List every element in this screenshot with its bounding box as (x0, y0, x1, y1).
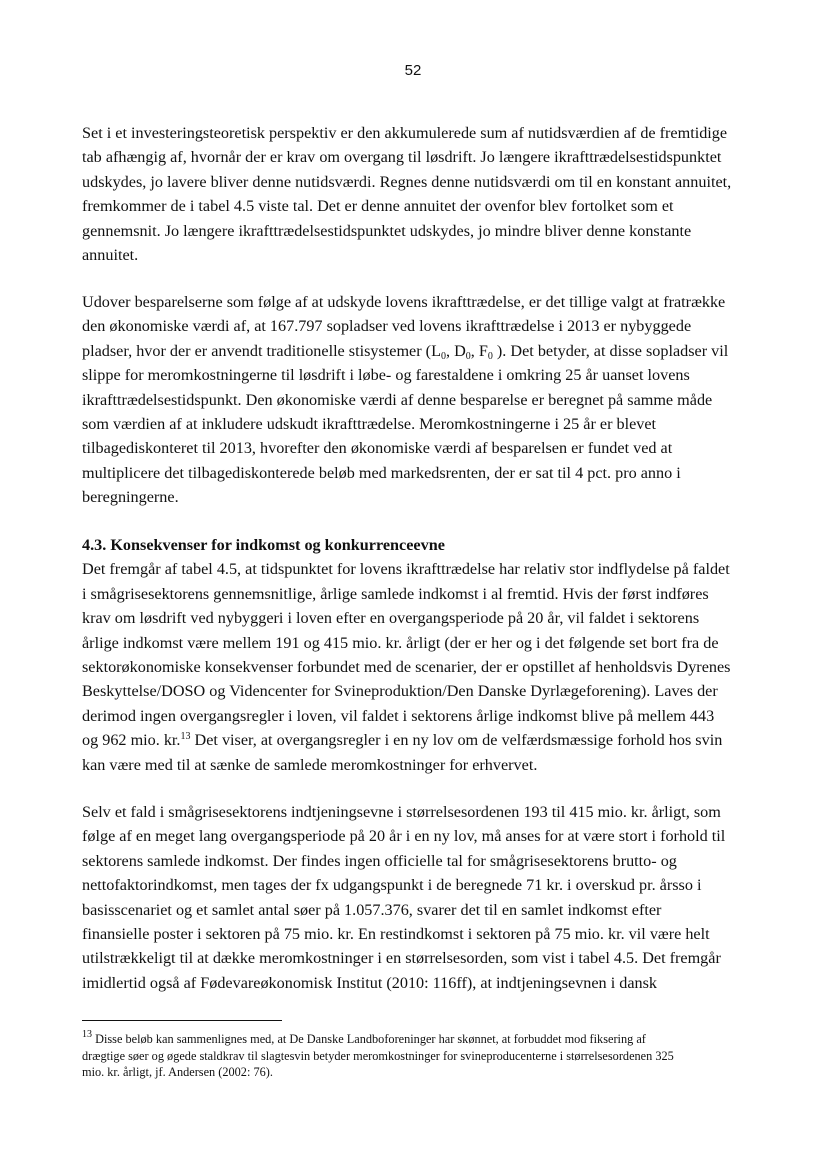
text-line: derimod ingen overgangsregler i loven, vil faldet i sektorens årlige indkomst blive på mellem 443 (82, 706, 715, 725)
subscript: 0 (487, 350, 493, 362)
text-line: beregningerne. (82, 488, 179, 507)
footnote-number: 13 (82, 1029, 92, 1040)
section-4-3 (82, 533, 730, 777)
text-line: slippe for meromkostningerne til løsdrift i løbe- og farestaldene i omkring 25 år uanset lovens (82, 366, 690, 385)
text-line: imidlertid også af Fødevareøkonomisk Institut (2010: 116ff), at indtjeningsevnen i dansk (82, 973, 658, 992)
text-line-formula (82, 339, 728, 363)
text-line-footnote-ref (82, 728, 730, 752)
text-line: ikrafttrædelsestidspunkt. Den økonomiske værdi af denne besparelse er beregnet på samme måde (82, 390, 713, 409)
text: , F (470, 341, 488, 360)
text-line: Det fremgår af tabel 4.5, at tidspunktet for lovens ikrafttrædelse har relativ stor indflydelse på faldet (82, 560, 730, 579)
text: , D (445, 341, 466, 360)
paragraph-2 (82, 290, 728, 510)
footnote-line: mio. kr. årligt, jf. Andersen (2002: 76). (82, 1065, 273, 1079)
page-number: 52 (404, 62, 422, 79)
subscript: 0 (440, 350, 446, 362)
text-line: fremkommer de i tabel 4.5 viste tal. Det er denne annuitet der ovenfor blev fortolket som et (82, 197, 674, 216)
text-line: finansielle poster i sektoren på 75 mio. kr. En restindkomst i sektoren på 75 mio. kr. vil være helt (82, 925, 710, 944)
paragraph-1 (82, 121, 731, 267)
text-line: Beskyttelse/DOSO og Videncenter for Svineproduktion/Den Danske Dyrlægeforening). Laves der (82, 682, 718, 701)
text-line: Udover besparelserne som følge af at udskyde lovens ikrafttrædelse, er det tillige valgt at fratrække (82, 293, 726, 311)
footnote-13 (82, 1031, 674, 1081)
text: Disse beløb kan sammenlignes med, at De Danske Landboforeninger har skønnet, at forbuddet mod fiksering af (92, 1032, 646, 1046)
text-line: årlige indkomst være mellem 191 og 415 mio. kr. årligt (der er her og i det følgende set bort fra de (82, 633, 719, 652)
text-line: kan være med til at sænke de samlede meromkostninger for erhvervet. (82, 755, 538, 774)
text-line: multiplicere det tilbagediskonterede beløb med markedsrenten, der er sat til 4 pct. pro anno i (82, 463, 681, 482)
text-line: tab afhængig af, hvornår der er krav om overgang til løsdrift. Jo længere ikrafttrædelsestidspunktet (82, 148, 722, 167)
text-line: Selv et fald i smågrisesektorens indtjeningsevne i størrelsesordenen 193 til 415 mio. kr. årligt, som (82, 803, 721, 821)
text: og 962 mio. kr. (82, 731, 181, 750)
text-line: krav om løsdrift ved nybyggeri i loven efter en overgangsperiode på 20 år, vil faldet i sektorens (82, 609, 700, 628)
text-line: nettofaktorindkomst, men tages der fx udgangspunkt i de beregnede 71 kr. i overskud pr. årsso i (82, 876, 702, 895)
text: pladser, hvor der er anvendt traditionelle stisystemer (L (82, 341, 441, 360)
text-line: annuitet. (82, 246, 139, 265)
footnote-line (82, 1031, 674, 1048)
text-line: Set i et investeringsteoretisk perspektiv er den akkumulerede sum af nutidsværdien af de fremtidige (82, 124, 728, 142)
text-line: gennemsnit. Jo længere ikrafttrædelsestidspunktet udskydes, jo mindre bliver denne konstante (82, 221, 692, 240)
section-heading: 4.3. Konsekvenser for indkomst og konkurrenceevne (82, 536, 445, 554)
text: ). Det betyder, at disse sopladser vil (492, 341, 729, 360)
footnote-reference[interactable]: 13 (180, 731, 191, 743)
footnote-divider (82, 1020, 282, 1021)
paragraph-4 (82, 800, 725, 995)
subscript: 0 (465, 350, 471, 362)
text-line: sektorens samlede indkomst. Der findes ingen officielle tal for smågrisesektorens brutto- og (82, 851, 677, 870)
text-line: den økonomiske værdi af, at 167.797 sopladser ved lovens ikrafttrædelse i 2013 er nybyggede (82, 317, 692, 336)
text-line: sektorøkonomiske konsekvenser forbundet med de scenarier, der er opstillet af henholdsvis Dyrenes (82, 658, 731, 677)
text-line: basisscenariet og et samlet antal søer på 1.057.376, svarer det til en samlet indkomst efter (82, 900, 662, 919)
text-line: følge af en meget lang overgangsperiode på 20 år i en ny lov, må anses for at være stort i forhold til (82, 827, 726, 846)
text-line: i smågrisesektorens gennemsnitlige, årlige samlede indkomst i al fremtid. Hvis der først indføres (82, 584, 709, 603)
text-line: utilstrækkeligt til at dække meromkostninger i en størrelsesorden, som vist i tabel 4.5. Det fremgår (82, 949, 721, 968)
footnote-line: drægtige søer og øgede staldkrav til slagtesvin betyder meromkostninger for svineproducenterne i størrelsesordenen 325 (82, 1048, 674, 1063)
text-line: som værdien af at inkludere udskudt ikrafttrædelse. Meromkostningerne i 25 år er blevet (82, 415, 657, 434)
text: Det viser, at overgangsregler i en ny lov om de velfærdsmæssige forhold hos svin (190, 731, 723, 750)
text-line: tilbagediskonteret til 2013, hvorefter den økonomiske værdi af besparelsen er fundet ved at (82, 439, 673, 458)
text-line: udskydes, jo lavere bliver denne nutidsværdi. Regnes denne nutidsværdi om til en konstant annuitet, (82, 172, 732, 191)
